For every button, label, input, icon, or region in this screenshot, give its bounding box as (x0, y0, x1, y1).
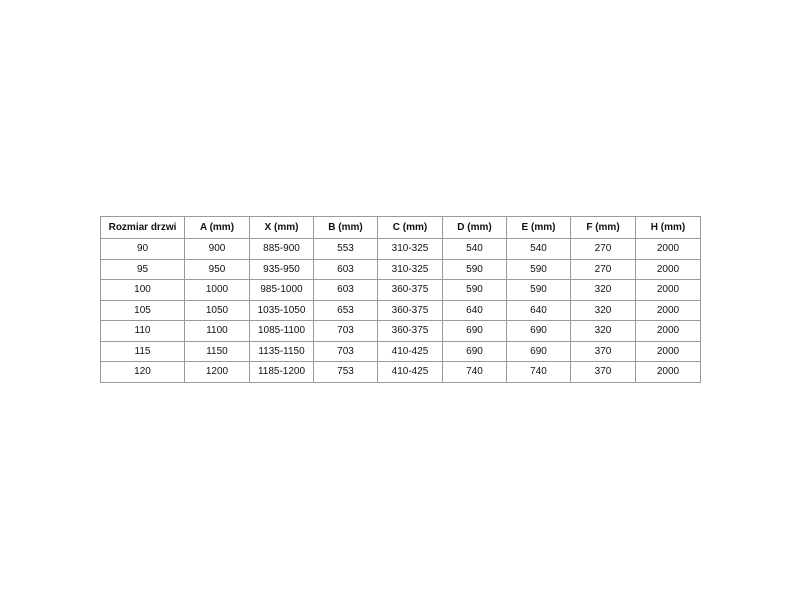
cell-door-size: 95 (101, 259, 185, 280)
cell-e: 640 (507, 300, 571, 321)
header-d: D (mm) (443, 217, 507, 239)
cell-door-size: 100 (101, 280, 185, 301)
cell-e: 590 (507, 259, 571, 280)
dimensions-table (100, 216, 701, 383)
table-row (101, 362, 701, 383)
cell-door-size: 115 (101, 341, 185, 362)
cell-h: 2000 (636, 341, 701, 362)
table-row (101, 300, 701, 321)
cell-h: 2000 (636, 280, 701, 301)
cell-a: 1150 (185, 341, 250, 362)
cell-b: 703 (314, 321, 378, 342)
cell-f: 320 (571, 300, 636, 321)
header-e: E (mm) (507, 217, 571, 239)
cell-h: 2000 (636, 362, 701, 383)
cell-d: 690 (443, 321, 507, 342)
cell-c: 310-325 (378, 239, 443, 260)
cell-e: 690 (507, 341, 571, 362)
cell-h: 2000 (636, 239, 701, 260)
cell-door-size: 90 (101, 239, 185, 260)
cell-x: 1185-1200 (250, 362, 314, 383)
cell-c: 410-425 (378, 362, 443, 383)
cell-c: 360-375 (378, 300, 443, 321)
cell-a: 1050 (185, 300, 250, 321)
header-c: C (mm) (378, 217, 443, 239)
cell-e: 540 (507, 239, 571, 260)
cell-d: 690 (443, 341, 507, 362)
cell-x: 985-1000 (250, 280, 314, 301)
cell-e: 740 (507, 362, 571, 383)
cell-door-size: 120 (101, 362, 185, 383)
cell-a: 950 (185, 259, 250, 280)
header-f: F (mm) (571, 217, 636, 239)
header-a: A (mm) (185, 217, 250, 239)
cell-b: 703 (314, 341, 378, 362)
cell-b: 553 (314, 239, 378, 260)
cell-h: 2000 (636, 300, 701, 321)
cell-c: 310-325 (378, 259, 443, 280)
cell-x: 1035-1050 (250, 300, 314, 321)
table-row (101, 259, 701, 280)
cell-door-size: 110 (101, 321, 185, 342)
cell-d: 590 (443, 280, 507, 301)
cell-a: 900 (185, 239, 250, 260)
cell-a: 1000 (185, 280, 250, 301)
cell-h: 2000 (636, 259, 701, 280)
header-x: X (mm) (250, 217, 314, 239)
cell-c: 360-375 (378, 280, 443, 301)
table-header-row (101, 217, 701, 239)
table-row (101, 239, 701, 260)
cell-d: 590 (443, 259, 507, 280)
cell-f: 370 (571, 362, 636, 383)
cell-b: 603 (314, 259, 378, 280)
cell-d: 640 (443, 300, 507, 321)
cell-x: 1135-1150 (250, 341, 314, 362)
cell-x: 1085-1100 (250, 321, 314, 342)
table-row (101, 321, 701, 342)
dimensions-table-container (100, 216, 700, 383)
cell-b: 603 (314, 280, 378, 301)
cell-b: 653 (314, 300, 378, 321)
table-row (101, 280, 701, 301)
cell-d: 540 (443, 239, 507, 260)
cell-a: 1100 (185, 321, 250, 342)
cell-c: 360-375 (378, 321, 443, 342)
cell-a: 1200 (185, 362, 250, 383)
cell-x: 935-950 (250, 259, 314, 280)
cell-f: 320 (571, 280, 636, 301)
cell-door-size: 105 (101, 300, 185, 321)
cell-f: 320 (571, 321, 636, 342)
cell-x: 885-900 (250, 239, 314, 260)
cell-e: 690 (507, 321, 571, 342)
cell-h: 2000 (636, 321, 701, 342)
cell-c: 410-425 (378, 341, 443, 362)
cell-d: 740 (443, 362, 507, 383)
cell-e: 590 (507, 280, 571, 301)
header-door-size: Rozmiar drzwi (101, 217, 185, 239)
header-b: B (mm) (314, 217, 378, 239)
table-row (101, 341, 701, 362)
cell-f: 270 (571, 239, 636, 260)
cell-f: 270 (571, 259, 636, 280)
header-h: H (mm) (636, 217, 701, 239)
cell-f: 370 (571, 341, 636, 362)
cell-b: 753 (314, 362, 378, 383)
